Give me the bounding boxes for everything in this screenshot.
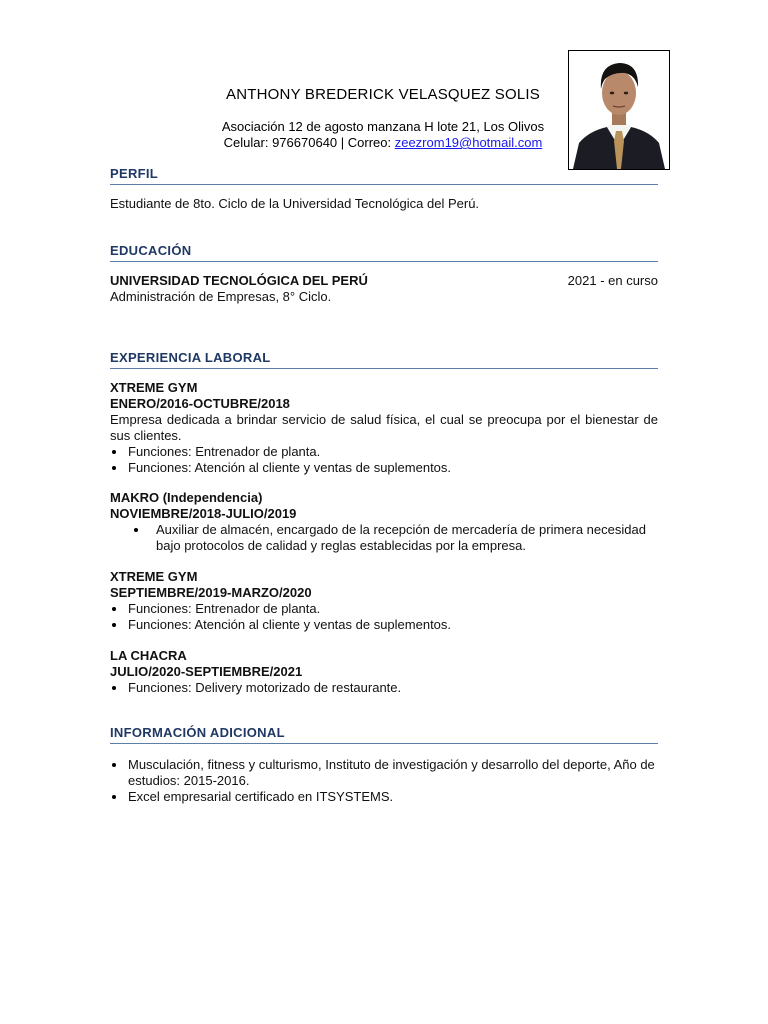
school-name: UNIVERSIDAD TECNOLÓGICA DEL PERÚ — [110, 273, 368, 288]
job-dates: ENERO/2016-OCTUBRE/2018 — [110, 396, 290, 411]
list-item: Funciones: Entrenador de planta. — [110, 444, 658, 460]
list-item: Musculación, fitness y culturismo, Instituto de investigación y desarrollo del deporte, Año de estudios: 2015-2016. — [110, 757, 658, 789]
job-bullet-list — [110, 444, 658, 476]
list-item: Excel empresarial certificado en ITSYSTEMS. — [110, 789, 658, 805]
email-link[interactable]: zeezrom19@hotmail.com — [394, 135, 543, 150]
section-title-educacion: EDUCACIÓN — [110, 243, 658, 262]
perfil-text: Estudiante de 8to. Ciclo de la Universidad Tecnológica del Perú. — [110, 196, 480, 211]
portrait-image — [569, 51, 669, 169]
job-description: Empresa dedicada a brindar servicio de salud física, el cual se preocupa por el bienestar de sus clientes. — [110, 412, 658, 443]
section-title-adicional: INFORMACIÓN ADICIONAL — [110, 725, 658, 744]
job-bullet-list — [110, 680, 658, 696]
phone-email-line — [150, 135, 616, 151]
job-dates: JULIO/2020-SEPTIEMBRE/2021 — [110, 664, 303, 679]
candidate-name: ANTHONY BREDERICK VELASQUEZ SOLIS — [226, 86, 540, 103]
section-title-experiencia: EXPERIENCIA LABORAL — [110, 350, 658, 369]
list-item: Funciones: Delivery motorizado de restaurante. — [110, 680, 658, 696]
job-entry — [110, 380, 658, 476]
additional-info — [110, 757, 658, 805]
address: Asociación 12 de agosto manzana H lote 21, Los Olivos — [221, 119, 545, 134]
education-detail: Administración de Empresas, 8° Ciclo. — [110, 289, 332, 304]
list-item: Funciones: Atención al cliente y ventas de suplementos. — [110, 617, 658, 633]
job-company: XTREME GYM — [110, 380, 198, 395]
job-entry — [110, 648, 658, 696]
job-company: LA CHACRA — [110, 648, 187, 663]
list-item: Auxiliar de almacén, encargado de la recepción de mercadería de primera necesidad bajo protocolos de calidad y reglas establecidas por la empresa. — [110, 522, 658, 554]
job-company: MAKRO (Independencia) — [110, 490, 263, 505]
job-entry — [110, 569, 658, 633]
job-company: XTREME GYM — [110, 569, 198, 584]
phone-label: Celular: 976670640 | Correo: — [223, 135, 395, 150]
section-title-perfil: PERFIL — [110, 166, 658, 185]
education-period: 2021 - en curso — [567, 273, 658, 288]
job-dates: NOVIEMBRE/2018-JULIO/2019 — [110, 506, 297, 521]
contact-info — [150, 119, 616, 151]
job-bullet-list — [110, 522, 658, 554]
education-entry — [110, 273, 658, 305]
job-entry — [110, 490, 658, 554]
profile-photo — [568, 50, 670, 170]
job-bullet-list — [110, 601, 658, 633]
education-header-row — [110, 273, 658, 289]
additional-bullet-list — [110, 757, 658, 805]
list-item: Funciones: Entrenador de planta. — [110, 601, 658, 617]
job-dates: SEPTIEMBRE/2019-MARZO/2020 — [110, 585, 312, 600]
list-item: Funciones: Atención al cliente y ventas de suplementos. — [110, 460, 658, 476]
